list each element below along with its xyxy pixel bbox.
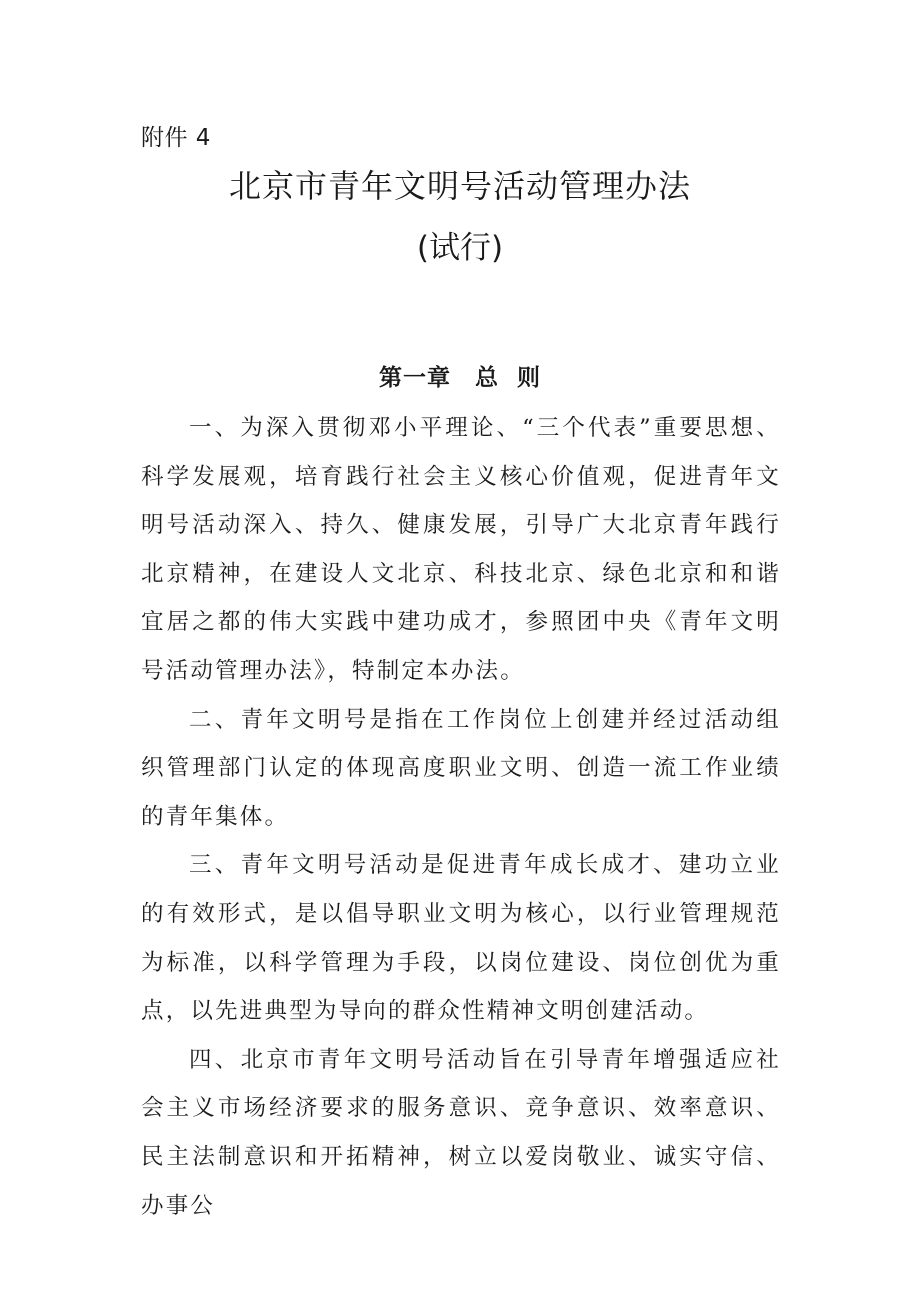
paragraph-2: 二、青年文明号是指在工作岗位上创建并经过活动组织管理部门认定的体现高度职业文明、创造一流工作业绩的青年集体。	[141, 706, 781, 830]
chapter-name: 总 则	[474, 365, 541, 391]
paragraph-4: 四、北京市青年文明号活动旨在引导青年增强适应社会主义市场经济要求的服务意识、竞争意识、效率意识、民主法制意识和开拓精神，树立以爱岗敬业、诚实守信、办事公	[141, 1046, 781, 1219]
document-subtitle: (试行)	[416, 230, 504, 266]
document-body	[141, 404, 781, 1230]
chapter-number: 第一章	[378, 365, 451, 391]
attachment-label: 附件 4	[141, 125, 211, 151]
paragraph-3: 三、青年文明号活动是促进青年成长成才、建功立业的有效形式，是以倡导职业文明为核心，以行业管理规范为标准，以科学管理为手段，以岗位建设、岗位创优为重点，以先进典型为导向的群众性精神文明创建活动。	[141, 852, 781, 1025]
document-title: 北京市青年文明号活动管理办法	[228, 167, 691, 205]
chapter-heading	[0, 358, 920, 398]
paragraph-1: 一、为深入贯彻邓小平理论、“三个代表”重要思想、科学发展观，培育践行社会主义核心价值观，促进青年文明号活动深入、持久、健康发展，引导广大北京青年践行北京精神，在建设人文北京、科技北京、绿色北京和和谐宜居之都的伟大实践中建功成才，参照团中央《青年文明号活动管理办法》，特制定本办法。	[141, 415, 781, 684]
